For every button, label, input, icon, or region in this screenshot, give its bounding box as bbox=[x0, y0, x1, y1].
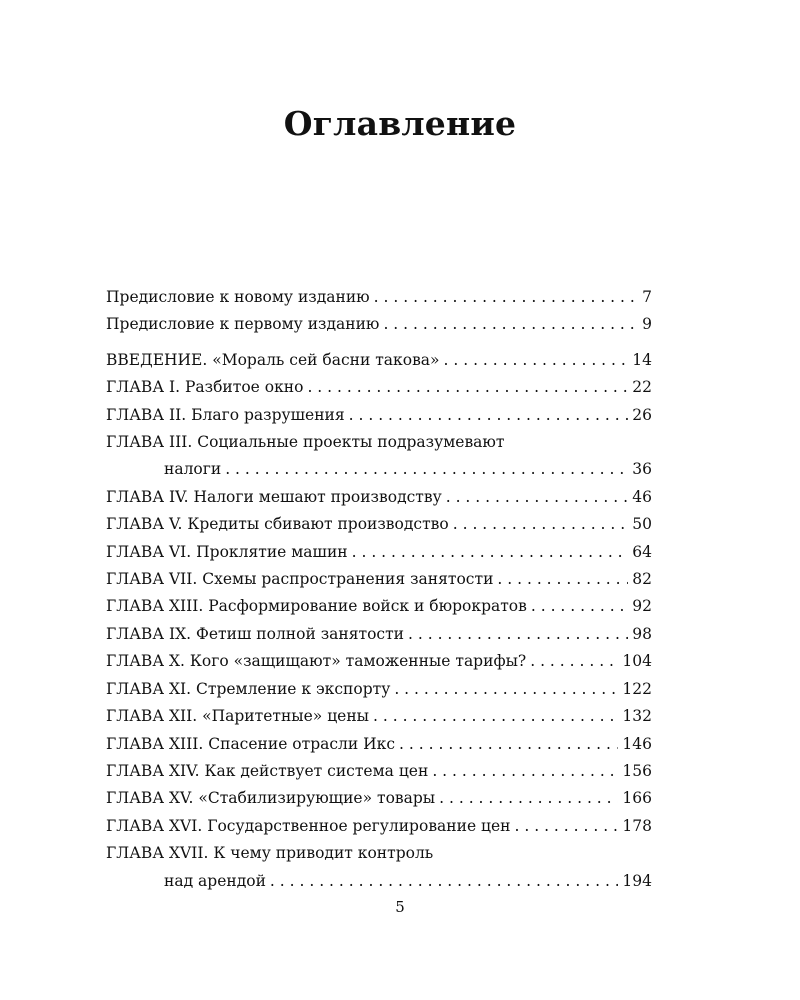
toc-entry-preface-new[interactable] bbox=[106, 284, 652, 311]
toc-page-number: 7 bbox=[642, 288, 652, 306]
toc-entry-chapter-5[interactable] bbox=[106, 511, 652, 538]
toc-entry-title: Предисловие к первому изданию bbox=[106, 315, 380, 334]
page-number-footer: 5 bbox=[395, 898, 405, 916]
dot-leader bbox=[270, 868, 618, 895]
dot-leader bbox=[497, 566, 628, 593]
dot-leader bbox=[446, 484, 629, 511]
toc-entry-chapter-11[interactable] bbox=[106, 676, 652, 703]
dot-leader bbox=[374, 284, 638, 311]
toc-entry-title: Предисловие к новому изданию bbox=[106, 288, 370, 306]
dot-leader bbox=[225, 456, 628, 483]
toc-entry-title: ГЛАВА VI. Проклятие машин bbox=[106, 542, 348, 561]
toc-entry-chapter-1[interactable] bbox=[106, 374, 652, 401]
toc-page-number: 194 bbox=[622, 871, 652, 890]
toc-entry-chapter-10[interactable] bbox=[106, 648, 652, 675]
toc-entry-preface-first[interactable] bbox=[106, 311, 652, 338]
toc-entry-title: ГЛАВА X. Кого «защищают» таможенные тарифы? bbox=[106, 652, 527, 671]
toc-entry-title: ГЛАВА VII. Схемы распространения занятости bbox=[106, 570, 494, 589]
toc-entry-title-line2: налоги bbox=[164, 460, 222, 479]
toc-entry-title: ГЛАВА XII. «Паритетные» цены bbox=[106, 707, 370, 726]
toc-entry-title: ГЛАВА I. Разбитое окно bbox=[106, 378, 304, 397]
dot-leader bbox=[394, 676, 618, 703]
toc-entry-title: ГЛАВА XIV. Как действует система цен bbox=[106, 761, 429, 780]
toc-page-number: 92 bbox=[632, 597, 652, 616]
page-title: Оглавление bbox=[283, 104, 517, 143]
dot-leader bbox=[432, 758, 618, 785]
toc-page-number: 22 bbox=[632, 378, 652, 397]
dot-leader bbox=[352, 539, 629, 566]
toc-page-number: 36 bbox=[632, 460, 652, 479]
toc-page-number: 156 bbox=[622, 761, 652, 780]
toc-page-number: 82 bbox=[632, 570, 652, 589]
toc-page-number: 122 bbox=[622, 679, 652, 698]
toc-page-number: 146 bbox=[622, 734, 652, 753]
toc-entry-title: ГЛАВА XV. «Стабилизирующие» товары bbox=[106, 789, 436, 808]
toc-entry-chapter-15[interactable] bbox=[106, 785, 652, 812]
toc-page-number: 178 bbox=[622, 816, 652, 835]
dot-leader bbox=[439, 785, 618, 812]
toc-entry-chapter-12[interactable] bbox=[106, 703, 652, 730]
toc-page-number: 46 bbox=[632, 487, 652, 506]
toc-page-number: 98 bbox=[632, 624, 652, 643]
toc-entry-chapter-14[interactable] bbox=[106, 758, 652, 785]
dot-leader bbox=[530, 648, 618, 675]
toc-entry-title: ГЛАВА XIII. Расформирование войск и бюрократов bbox=[106, 597, 527, 616]
toc-entry-title-line1: ГЛАВА III. Социальные проекты подразумевают bbox=[106, 433, 505, 452]
dot-leader bbox=[515, 813, 619, 840]
dot-leader bbox=[383, 311, 638, 338]
toc-entry-title-line1: ГЛАВА XVII. К чему приводит контроль bbox=[106, 844, 434, 863]
toc-entry-chapter-8[interactable] bbox=[106, 593, 652, 620]
toc-entry-chapter-4[interactable] bbox=[106, 484, 652, 511]
dot-leader bbox=[373, 703, 618, 730]
dot-leader bbox=[307, 374, 628, 401]
toc-entry-chapter-13[interactable] bbox=[106, 731, 652, 758]
toc-entry-title: ГЛАВА IX. Фетиш полной занятости bbox=[106, 624, 405, 643]
toc-entry-chapter-9[interactable] bbox=[106, 621, 652, 648]
dot-leader bbox=[531, 593, 628, 620]
toc-page-number: 14 bbox=[632, 350, 652, 369]
toc-entry-title-line2: над арендой bbox=[164, 871, 266, 890]
toc-page-number: 50 bbox=[632, 515, 652, 534]
dot-leader bbox=[399, 731, 618, 758]
toc-entry-title: ГЛАВА II. Благо разрушения bbox=[106, 405, 345, 424]
toc-page-number: 64 bbox=[632, 542, 652, 561]
dot-leader bbox=[408, 621, 628, 648]
toc-entry-introduction[interactable] bbox=[106, 347, 652, 374]
toc-page-number: 9 bbox=[642, 315, 652, 334]
dot-leader bbox=[444, 347, 629, 374]
toc-entry-title: ГЛАВА IV. Налоги мешают производству bbox=[106, 487, 442, 506]
toc-entry-chapter-6[interactable] bbox=[106, 539, 652, 566]
toc-page-number: 26 bbox=[632, 405, 652, 424]
toc-page-number: 166 bbox=[622, 789, 652, 808]
dot-leader bbox=[453, 511, 629, 538]
toc-entry-title: ГЛАВА XI. Стремление к экспорту bbox=[106, 679, 391, 698]
toc-entry-title: ГЛАВА V. Кредиты сбивают производство bbox=[106, 515, 449, 534]
toc-entry-chapter-16[interactable] bbox=[106, 813, 652, 840]
toc-entry-chapter-17[interactable] bbox=[106, 840, 652, 895]
toc-entry-chapter-2[interactable] bbox=[106, 402, 652, 429]
toc-entry-chapter-3[interactable] bbox=[106, 429, 652, 484]
toc-entry-title: ВВЕДЕНИЕ. «Мораль сей басни такова» bbox=[106, 350, 440, 369]
table-of-contents bbox=[106, 284, 652, 895]
toc-entry-chapter-7[interactable] bbox=[106, 566, 652, 593]
toc-page-number: 104 bbox=[622, 652, 652, 671]
toc-page-number: 132 bbox=[622, 707, 652, 726]
dot-leader bbox=[349, 402, 629, 429]
toc-entry-title: ГЛАВА XIII. Спасение отрасли Икс bbox=[106, 734, 396, 753]
toc-entry-title: ГЛАВА XVI. Государственное регулирование цен bbox=[106, 816, 511, 835]
